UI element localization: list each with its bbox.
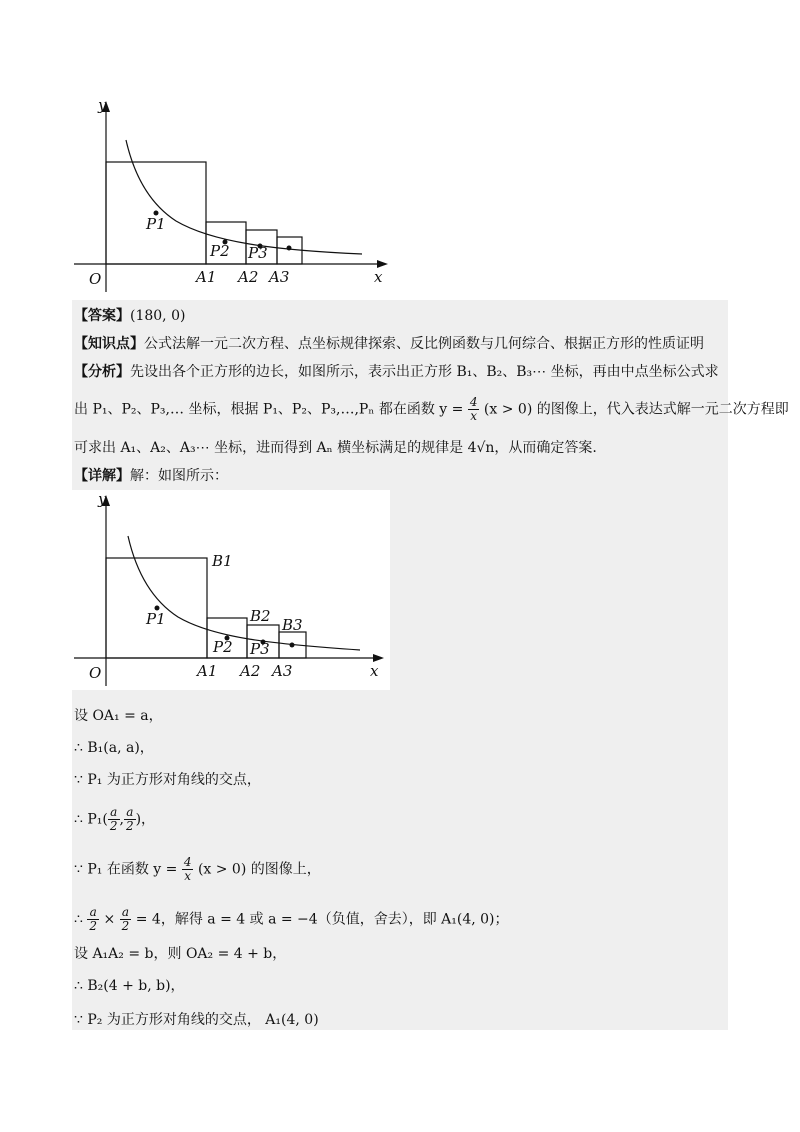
label-p2-2: P2 [213, 638, 233, 656]
answer-tag: 【答案】 [74, 308, 130, 324]
label-p1: P1 [146, 215, 166, 233]
origin-label-2: O [89, 664, 102, 682]
label-p3: P3 [248, 244, 268, 262]
label-b1: B1 [212, 552, 233, 570]
top-figure [72, 96, 392, 296]
label-p3-2: P3 [250, 640, 270, 658]
analysis-line-2 [74, 396, 789, 423]
detail-text: 解：如图所示： [130, 468, 228, 484]
point-p4-2 [290, 643, 295, 648]
detail-line [74, 466, 228, 486]
detail-tag: 【详解】 [74, 468, 130, 484]
frac-a2-1: $\frac{a}{2}$ [89, 905, 98, 933]
point-p4 [287, 246, 292, 251]
x-arrow-2 [373, 654, 384, 662]
step-9: ∵ P₂ 为正方形对角线的交点， A₁(4, 0) [74, 1012, 319, 1028]
step-5: ∵ P₁ 在函数 y = $\frac{4}{x}$ (x > 0) 的图像上， [74, 855, 321, 883]
analysis-tag: 【分析】 [74, 364, 130, 380]
analysis-text-2b: (x > 0) 的图像上，代入表达式解一元二次方程即 [483, 401, 789, 418]
x-label-2: x [370, 662, 379, 680]
label-a1: A1 [196, 268, 217, 286]
label-p1-2: P1 [146, 610, 166, 628]
label-b2: B2 [250, 607, 271, 625]
answer-value: (180, 0) [130, 308, 186, 324]
y-label-2: y [98, 490, 107, 508]
step-8: ∴ B₂(4 + b, b)， [74, 978, 185, 994]
label-a2-2: A2 [240, 662, 261, 680]
frac-4-over-x-2: $\frac{4}{x}$ [183, 855, 192, 883]
step-7: 设 A₁A₂ = b，则 OA₂ = 4 + b， [74, 946, 287, 962]
step-1: 设 OA₁ = a， [74, 708, 163, 724]
analysis-text-1: 先设出各个正方形的边长，如图所示，表示出正方形 B₁、B₂、B₃⋯ 坐标，再由中点坐标公式求 [130, 364, 719, 380]
frac-a2-2: $\frac{a}{2}$ [121, 905, 130, 933]
y-label: y [98, 96, 107, 114]
analysis-text-3: 可求出 A₁、A₂、A₃⋯ 坐标，进而得到 Aₙ 横坐标满足的规律是 4√n，从而确定答案. [74, 440, 597, 456]
x-label: x [374, 268, 383, 286]
step-4: ∴ P₁( $\frac{a}{2}$ , $\frac{a}{2}$ )， [74, 805, 156, 833]
detail-figure [72, 490, 390, 690]
analysis-line-3 [74, 438, 597, 458]
label-b3: B3 [282, 616, 303, 634]
hyperbola-curve [126, 140, 362, 254]
label-a3: A3 [269, 268, 290, 286]
label-p2: P2 [210, 242, 230, 260]
label-a2: A2 [238, 268, 259, 286]
x-arrow [377, 260, 388, 268]
label-a3-2: A3 [272, 662, 293, 680]
knowledge-line [74, 334, 704, 354]
knowledge-text: 公式法解一元二次方程、点坐标规律探索、反比例函数与几何综合、根据正方形的性质证明 [144, 336, 704, 352]
frac-a-over-2-b: $\frac{a}{2}$ [125, 805, 134, 833]
analysis-text-2a: 出 P₁、P₂、P₃,… 坐标，根据 P₁、P₂、P₃,…,Pₙ 都在函数 y = [74, 401, 464, 418]
frac-4-over-x: $\frac{4}{x}$ [469, 395, 478, 423]
answer-line [74, 306, 185, 326]
step-2: ∴ B₁(a, a)， [74, 740, 154, 756]
analysis-line-1 [74, 362, 719, 382]
hyperbola-curve-2 [128, 536, 360, 650]
frac-a-over-2: $\frac{a}{2}$ [109, 805, 118, 833]
knowledge-tag: 【知识点】 [74, 336, 144, 352]
step-6: ∴ $\frac{a}{2}$ × $\frac{a}{2}$ = 4，解得 a = 4 或 a = −4（负值，舍去），即 A₁(4, 0)； [74, 905, 509, 933]
label-a1-2: A1 [197, 662, 218, 680]
origin-label: O [89, 270, 102, 288]
step-3: ∵ P₁ 为正方形对角线的交点， [74, 772, 261, 788]
